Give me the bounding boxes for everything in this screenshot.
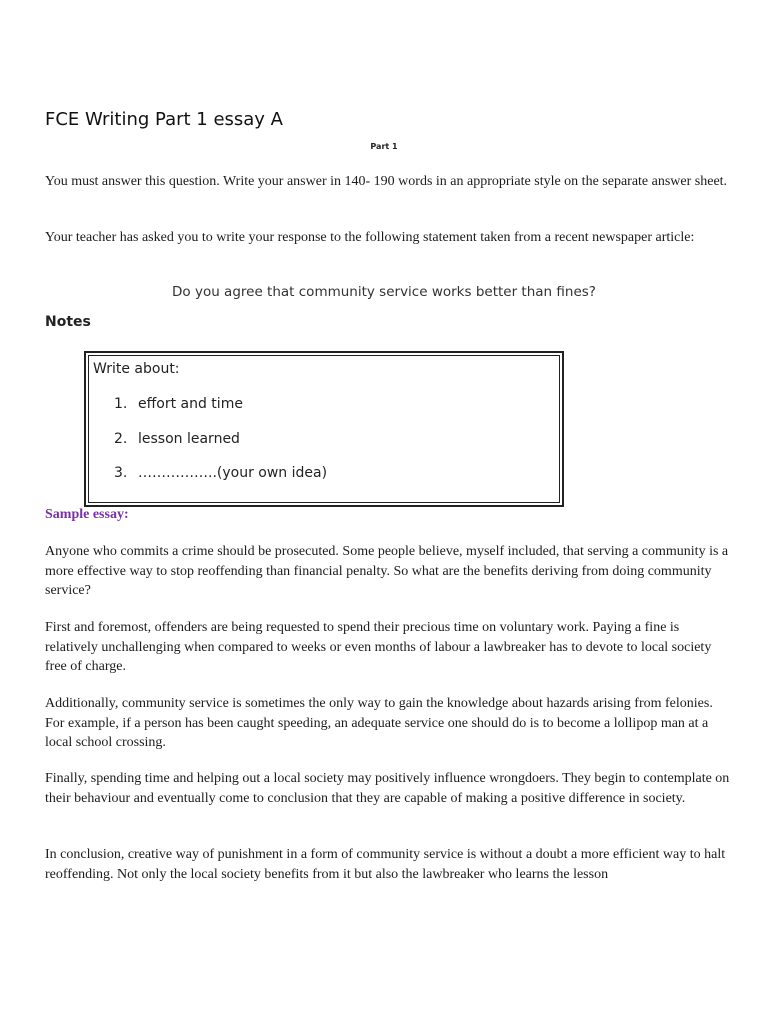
essay-paragraph: In conclusion, creative way of punishment in a form of community service is without a doubt a more efficient way to halt reoffending. Not only the local society benefits from it but also the lawbreaker who learns the lesson: [45, 847, 726, 882]
note-item: [114, 396, 243, 412]
essay-question: Do you agree that community service works better than fines?: [172, 284, 596, 300]
essay-paragraph: Finally, spending time and helping out a local society may positively influence wrongdoers. They begin to contemplate on their behaviour and eventually come to conclusion that they are capable of making a positive difference in society.: [45, 771, 730, 806]
note-item-text: lesson learned: [138, 431, 240, 447]
note-item-number: 1.: [114, 396, 128, 412]
note-item-text: ……………..(your own idea): [138, 465, 328, 481]
document-title: FCE Writing Part 1 essay A: [45, 109, 283, 130]
essay-paragraph: First and foremost, offenders are being requested to spend their precious time on voluntary work. Paying a fine is relatively unchallenging when compared to weeks or even months of labour a lawbreaker has to devote to local society free of charge.: [45, 620, 712, 674]
note-item-number: 3.: [114, 465, 128, 481]
instruction-paragraph: You must answer this question. Write your answer in 140- 190 words in an appropriate style on the separate answer sheet.: [45, 174, 728, 189]
sample-essay-heading: Sample essay:: [45, 507, 129, 522]
note-item-text: effort and time: [138, 396, 243, 412]
notes-heading: Notes: [45, 314, 91, 330]
essay-paragraph: Additionally, community service is sometimes the only way to gain the knowledge about hazards arising from felonies. For example, if a person has been caught speeding, an adequate service one should do is to become a lollipop man at a local school crossing.: [45, 696, 713, 750]
essay-paragraph: Anyone who commits a crime should be prosecuted. Some people believe, myself included, that serving a community is a more effective way to stop reoffending than financial penalty. So what are the benefits deriving from doing community service?: [45, 544, 729, 598]
notes-box: [84, 351, 564, 507]
note-item: [114, 465, 327, 481]
instruction-paragraph: Your teacher has asked you to write your response to the following statement taken from a recent newspaper article:: [45, 230, 695, 245]
note-item-number: 2.: [114, 431, 128, 447]
write-about-label: Write about:: [93, 361, 180, 377]
part-label: Part 1: [370, 142, 398, 151]
note-item: [114, 431, 240, 447]
